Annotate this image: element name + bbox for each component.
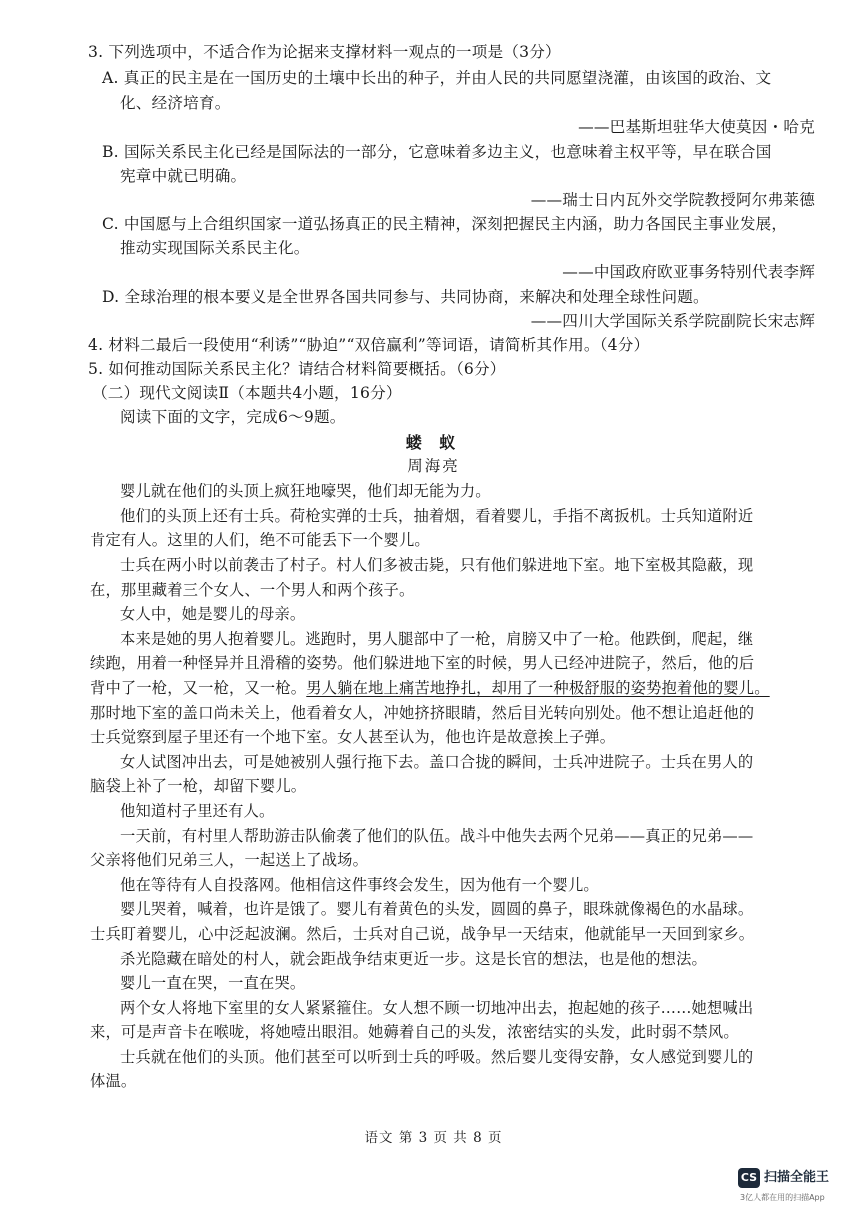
passage-line (90, 678, 770, 698)
option-d-source: ——四川大学国际关系学院副院长宋志辉 (530, 312, 815, 330)
option-a-line-2: 化、经济培育。 (120, 94, 231, 112)
page-footer: 语文 第 3 页 共 8 页 (364, 1130, 503, 1146)
passage-line: 婴儿哭着，喊着，也许是饿了。婴儿有着黄色的头发，圆圆的鼻子，眼珠就像褐色的水晶球。 (120, 900, 754, 918)
passage-line: 续跑，用着一种怪异并且滑稽的姿势。他们躲进地下室的时候，男人已经冲进院子，然后，他的后 (90, 654, 755, 672)
question-3-stem: 3. 下列选项中，不适合作为论据来支撑材料一观点的一项是（3分） (88, 43, 561, 61)
option-d-line-1: D. 全球治理的根本要义是全世界各国共同参与、共同协商，来解决和处理全球性问题。 (102, 288, 709, 306)
passage-line: 杀光隐藏在暗处的村人，就会距战争结束更近一步。这是长官的想法，也是他的想法。 (120, 950, 707, 968)
passage-line: 父亲将他们兄弟三人，一起送上了战场。 (90, 851, 369, 869)
passage-line: 他知道村子里还有人。 (120, 802, 275, 820)
question-4: 4. 材料二最后一段使用“利诱”“胁迫”“双倍赢利”等词语，请简析其作用。（4分） (88, 336, 650, 354)
underlined-sentence: 男人躺在地上痛苦地挣扎，却用了一种极舒服的姿势抱着他的婴儿。 (306, 679, 770, 697)
passage-line: 肯定有人。这里的人们，绝不可能丢下一个婴儿。 (90, 531, 430, 549)
passage-line: 士兵盯着婴儿，心中泛起波澜。然后，士兵对自己说，战争早一天结束，他就能早一天回到家乡。 (90, 925, 755, 943)
passage-line: 女人试图冲出去，可是她被别人强行拖下去。盖口合拢的瞬间，士兵冲进院子。士兵在男人的 (120, 753, 754, 771)
passage-segment: 背中了一枪，又一枪，又一枪。 (90, 679, 307, 697)
passage-line: 在，那里藏着三个女人、一个男人和两个孩子。 (90, 581, 415, 599)
scanner-app-name: 扫描全能王 (764, 1170, 830, 1185)
option-c-line-1: C. 中国愿与上合组织国家一道弘扬真正的民主精神，深刻把握民主内涵，助力各国民主事业发展， (102, 215, 788, 233)
passage-line: 脑袋上补了一枪，却留下婴儿。 (90, 777, 307, 795)
question-5: 5. 如何推动国际关系民主化？请结合材料简要概括。（6分） (88, 360, 506, 378)
option-b-line-1: B. 国际关系民主化已经是国际法的一部分，它意味着多边主义，也意味着主权平等，早在联合国 (102, 143, 772, 161)
passage-line: 士兵觉察到屋子里还有一个地下室。女人甚至认为，他也许是故意挨上子弹。 (90, 728, 616, 746)
option-c-line-2: 推动实现国际关系民主化。 (120, 239, 310, 257)
passage-line: 士兵就在他们的头顶。他们甚至可以听到士兵的呼吸。然后婴儿变得安静，女人感觉到婴儿的 (120, 1048, 754, 1066)
scanner-tagline: 3亿人都在用的扫描App (740, 1193, 825, 1202)
option-b-line-2: 宪章中就已明确。 (120, 167, 247, 185)
passage-line: 体温。 (90, 1072, 137, 1090)
section-heading: （二）现代文阅读Ⅱ（本题共4小题，16分） (92, 384, 402, 402)
option-c-source: ——中国政府欧亚事务特别代表李辉 (562, 263, 815, 281)
option-b-source: ——瑞士日内瓦外交学院教授阿尔弗莱德 (530, 191, 815, 209)
option-a-line-1: A. 真正的民主是在一国历史的土壤中长出的种子，并由人民的共同愿望浇灌，由该国的政治、文 (102, 69, 772, 87)
passage-line: 婴儿一直在哭，一直在哭。 (120, 974, 306, 992)
scanner-logo-icon: CS (738, 1168, 760, 1188)
passage-line: 一天前，有村里人帮助游击队偷袭了他们的队伍。战斗中他失去两个兄弟——真正的兄弟—— (120, 827, 754, 845)
section-instruction: 阅读下面的文字，完成6～9题。 (120, 408, 346, 426)
passage-title: 蝼 蚁 (405, 433, 462, 452)
passage-line: 他在等待有人自投落网。他相信这件事终会发生，因为他有一个婴儿。 (120, 876, 599, 894)
option-a-source: ——巴基斯坦驻华大使莫因・哈克 (578, 118, 815, 136)
passage-line: 两个女人将地下室里的女人紧紧箍住。女人想不顾一切地冲出去，抱起她的孩子……她想喊出 (120, 999, 754, 1017)
passage-line: 那时地下室的盖口尚未关上，他看着女人，冲她挤挤眼睛，然后目光转向别处。他不想让追赶他的 (90, 704, 755, 722)
passage-line: 女人中，她是婴儿的母亲。 (120, 605, 306, 623)
passage-line: 本来是她的男人抱着婴儿。逃跑时，男人腿部中了一枪，肩膀又中了一枪。他跌倒，爬起，继 (120, 630, 754, 648)
passage-line: 来，可是声音卡在喉咙，将她噎出眼泪。她薅着自己的头发，浓密结实的头发，此时弱不禁风。 (90, 1023, 739, 1041)
scanner-watermark (738, 1164, 858, 1208)
passage-author: 周海亮 (407, 457, 460, 475)
passage-line: 婴儿就在他们的头顶上疯狂地嚎哭，他们却无能为力。 (120, 482, 491, 500)
passage-line: 士兵在两小时以前袭击了村子。村人们多被击毙，只有他们躲进地下室。地下室极其隐蔽，现 (120, 556, 754, 574)
passage-line: 他们的头顶上还有士兵。荷枪实弹的士兵，抽着烟，看着婴儿，手指不离扳机。士兵知道附近 (120, 507, 754, 525)
